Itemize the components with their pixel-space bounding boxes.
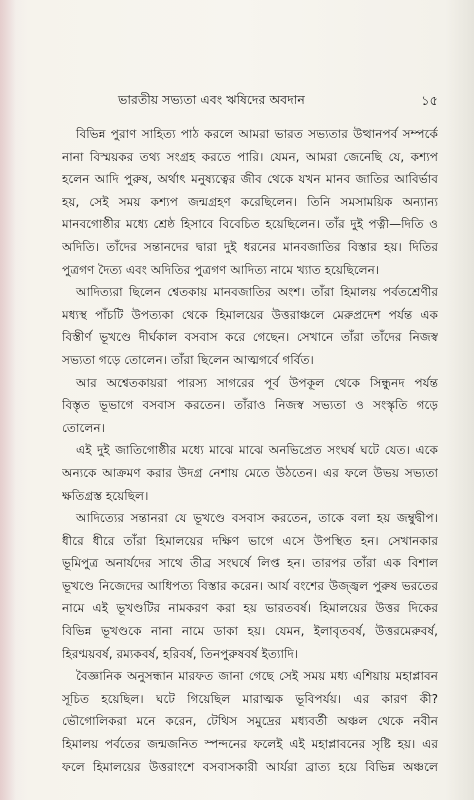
text-line: বিভিন্ন ভূখণ্ডকে নানা নামে ডাকা হয়। যেমন, ইলাবৃতবর্ষ, উত্তরমেরুবর্ষ, [62,624,438,639]
text-line: ধীরে ধীরে তাঁরা হিমালয়ের দক্ষিণ ভাগে এসে উপস্থিত হন। সেখানকার [62,533,438,548]
text-line: ভৌগোলিকরা মনে করেন, টেথিস সমুদ্রের মধ্যবর্তী অঞ্চল থেকে নবীন [62,714,438,729]
text-line: ভূখণ্ডে নিজেদের আধিপত্য বিস্তার করেন। আর্য বংশের উজ্জ্বল পুরুষ ভরতের [62,578,438,593]
text-line: ফলে হিমালয়ের উত্তরাংশে বসবাসকারী আর্যরা ব্রাত্য হয়ে বিভিন্ন অঞ্চলে [62,759,438,774]
text-line: বৈজ্ঞানিক অনুসন্ধান মারফত জানা গেছে সেই সময় মধ্য এশিয়ায় মহাপ্লাবন [76,669,438,684]
paragraph [62,281,438,371]
text-line: বিস্তৃত ভূভাগে বসবাস করতেন। তাঁরাও নিজস্ব সভ্যতা ও সংস্কৃতি গড়ে [62,398,438,413]
text-line: নামে এই ভূখণ্ডটির নামকরণ করা হয় ভারতবর্ষ। হিমালয়ের উত্তর দিকের [62,601,438,616]
text-line: সভ্যতা গড়ে তোলেন। তাঁরা ছিলেন আত্মগর্বে গর্বিত। [62,352,314,367]
text-line: অদিতি। তাঁদের সন্তানদের দ্বারা দুই ধরনের মানবজাতির বিস্তার হয়। দিতির [62,239,438,254]
page-number: ১৫ [421,94,438,109]
text-line: তোলেন। [62,420,105,435]
text-line: বিস্তীর্ণ ভূখণ্ডে দীর্ঘকাল বসবাস করে গেছেন। সেখানে তাঁরা তাঁদের নিজস্ব [62,330,438,345]
running-title: ভারতীয় সভ্যতা এবং ঋষিদের অবদান [118,92,305,107]
text-line: হিমালয় পর্বতের জন্মজনিত স্পন্দনের ফলেই এই মহাপ্লাবনের সৃষ্টি হয়। এর [62,737,438,752]
text-line: মানবগোষ্ঠীর মধ্যে শ্রেষ্ঠ হিসাবে বিবেচিত হয়েছিলেন। তাঁর দুই পত্নী—দিতি ও [62,217,438,232]
page-edge-shadow [0,0,16,800]
body-text [62,123,438,778]
text-line: পুত্রগণ দৈত্য এবং অদিতির পুত্রগণ আদিত্য নামে খ্যাত হয়েছিলেন। [62,262,380,277]
text-line: সূচিত হয়েছিল। ঘটে গিয়েছিল মারাত্মক ভূবিপর্যয়। এর কারণ কী? [62,691,438,706]
paragraph [62,123,438,281]
text-line: মধ্যস্থ পাঁচটি উপত্যকা থেকে হিমালয়ের উত্তরাঞ্চলে মেরুপ্রদেশ পর্যন্ত এক [62,307,438,322]
text-line: এই দুই জাতিগোষ্ঠীর মধ্যে মাঝে মাঝে অনভিপ্রেত সংঘর্ষ ঘটে যেত। একে [76,443,438,458]
paragraph [62,665,438,778]
paragraph [62,439,438,507]
paragraph [62,372,438,440]
page-header [60,92,438,112]
text-line: হয়, সেই সময় কশ্যপ জন্মগ্রহণ করেছিলেন। তিনি সমসাময়িক অন্যান্য [62,194,438,209]
text-line: আদিত্যরা ছিলেন শ্বেতকায় মানবজাতির অংশ। তাঁরা হিমালয় পর্বতশ্রেণীর [76,285,438,300]
text-line: হলেন আদি পুরুষ, অর্থাৎ মনুষ্যত্বের জীব থেকে যখন মানব জাতির আবির্ভাব [62,172,438,187]
text-line: অন্যকে আক্রমণ করার উদগ্র নেশায় মেতে উঠতেন। এর ফলে উভয় সভ্যতা [62,465,438,480]
paragraph [62,507,438,665]
text-line: আদিত্যের সন্তানরা যে ভূখণ্ডে বসবাস করতেন, তাকে বলা হয় জম্বুদ্বীপ। [76,511,438,526]
text-line: ক্ষতিগ্রস্ত হয়েছিল। [62,488,149,503]
text-line: হিরণ্ময়বর্ষ, রম্যকবর্ষ, হরিবর্ষ, তিনপুরুষবর্ষ ইত্যাদি। [62,646,299,661]
text-line: আর অশ্বেতকায়রা পারস্য সাগরের পূর্ব উপকূল থেকে সিন্ধুনদ পর্যন্ত [76,375,438,390]
text-line: ভূমিপুত্র অনার্যদের সাথে তীব্র সংঘর্ষে লিপ্ত হন। তারপর তাঁরা এক বিশাল [62,556,438,571]
text-line: বিভিন্ন পুরাণ সাহিত্য পাঠ করলে আমরা ভারত সভ্যতার উত্থানপর্ব সম্পর্কে [76,127,438,141]
text-line: নানা বিস্ময়কর তথ্য সংগ্রহ করতে পারি। যেমন, আমরা জেনেছি যে, কশ্যপ [62,149,438,164]
